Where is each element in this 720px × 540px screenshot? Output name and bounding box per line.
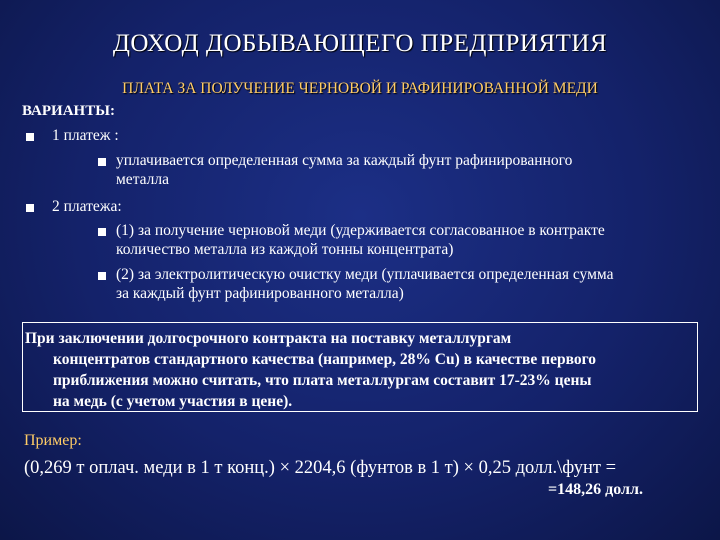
bullet-square-icon bbox=[26, 204, 34, 212]
bullet-square-icon bbox=[98, 272, 106, 280]
bullet-square-icon bbox=[98, 158, 106, 166]
bullet-square-icon bbox=[98, 228, 106, 236]
option2-sub2-line2: за каждый фунт рафинированного металла) bbox=[116, 285, 404, 302]
example-label: Пример: bbox=[24, 432, 82, 449]
option2-sub2-line1: (2) за электролитическую очистку меди (уплачивается определенная сумма bbox=[116, 266, 614, 283]
option1-sub-line1: уплачивается определенная сумма за каждый фунт рафинированного bbox=[116, 152, 573, 169]
note-line1: При заключении долгосрочного контракта на поставку металлургам bbox=[25, 330, 512, 347]
option1-sub-line2: металла bbox=[116, 171, 170, 188]
option2-label: 2 платежа: bbox=[52, 198, 122, 215]
formula-line2: =148,26 долл. bbox=[548, 481, 643, 498]
slide-subtitle: ПЛАТА ЗА ПОЛУЧЕНИЕ ЧЕРНОВОЙ И РАФИНИРОВАННОЙ МЕДИ bbox=[122, 80, 598, 97]
note-line4: на медь (с учетом участия в цене). bbox=[53, 393, 293, 410]
slide-title: ДОХОД ДОБЫВАЮЩЕГО ПРЕДПРИЯТИЯ bbox=[112, 30, 608, 57]
option1-label: 1 платеж : bbox=[52, 127, 119, 144]
variants-heading: ВАРИАНТЫ: bbox=[22, 103, 115, 119]
note-line3: приближения можно считать, что плата металлургам составит 17-23% цены bbox=[53, 372, 592, 389]
option2-sub1-line2: количество металла из каждой тонны концентрата) bbox=[116, 241, 454, 258]
note-line2: концентратов стандартного качества (например, 28% Cu) в качестве первого bbox=[53, 351, 597, 368]
formula-line1: (0,269 т оплач. меди в 1 т конц.) × 2204,6 (фунтов в 1 т) × 0,25 долл.\фунт = bbox=[24, 458, 617, 478]
bullet-square-icon bbox=[26, 133, 34, 141]
note-box bbox=[22, 322, 698, 412]
option2-sub1-line1: (1) за получение черновой меди (удерживается согласованное в контракте bbox=[116, 222, 605, 239]
